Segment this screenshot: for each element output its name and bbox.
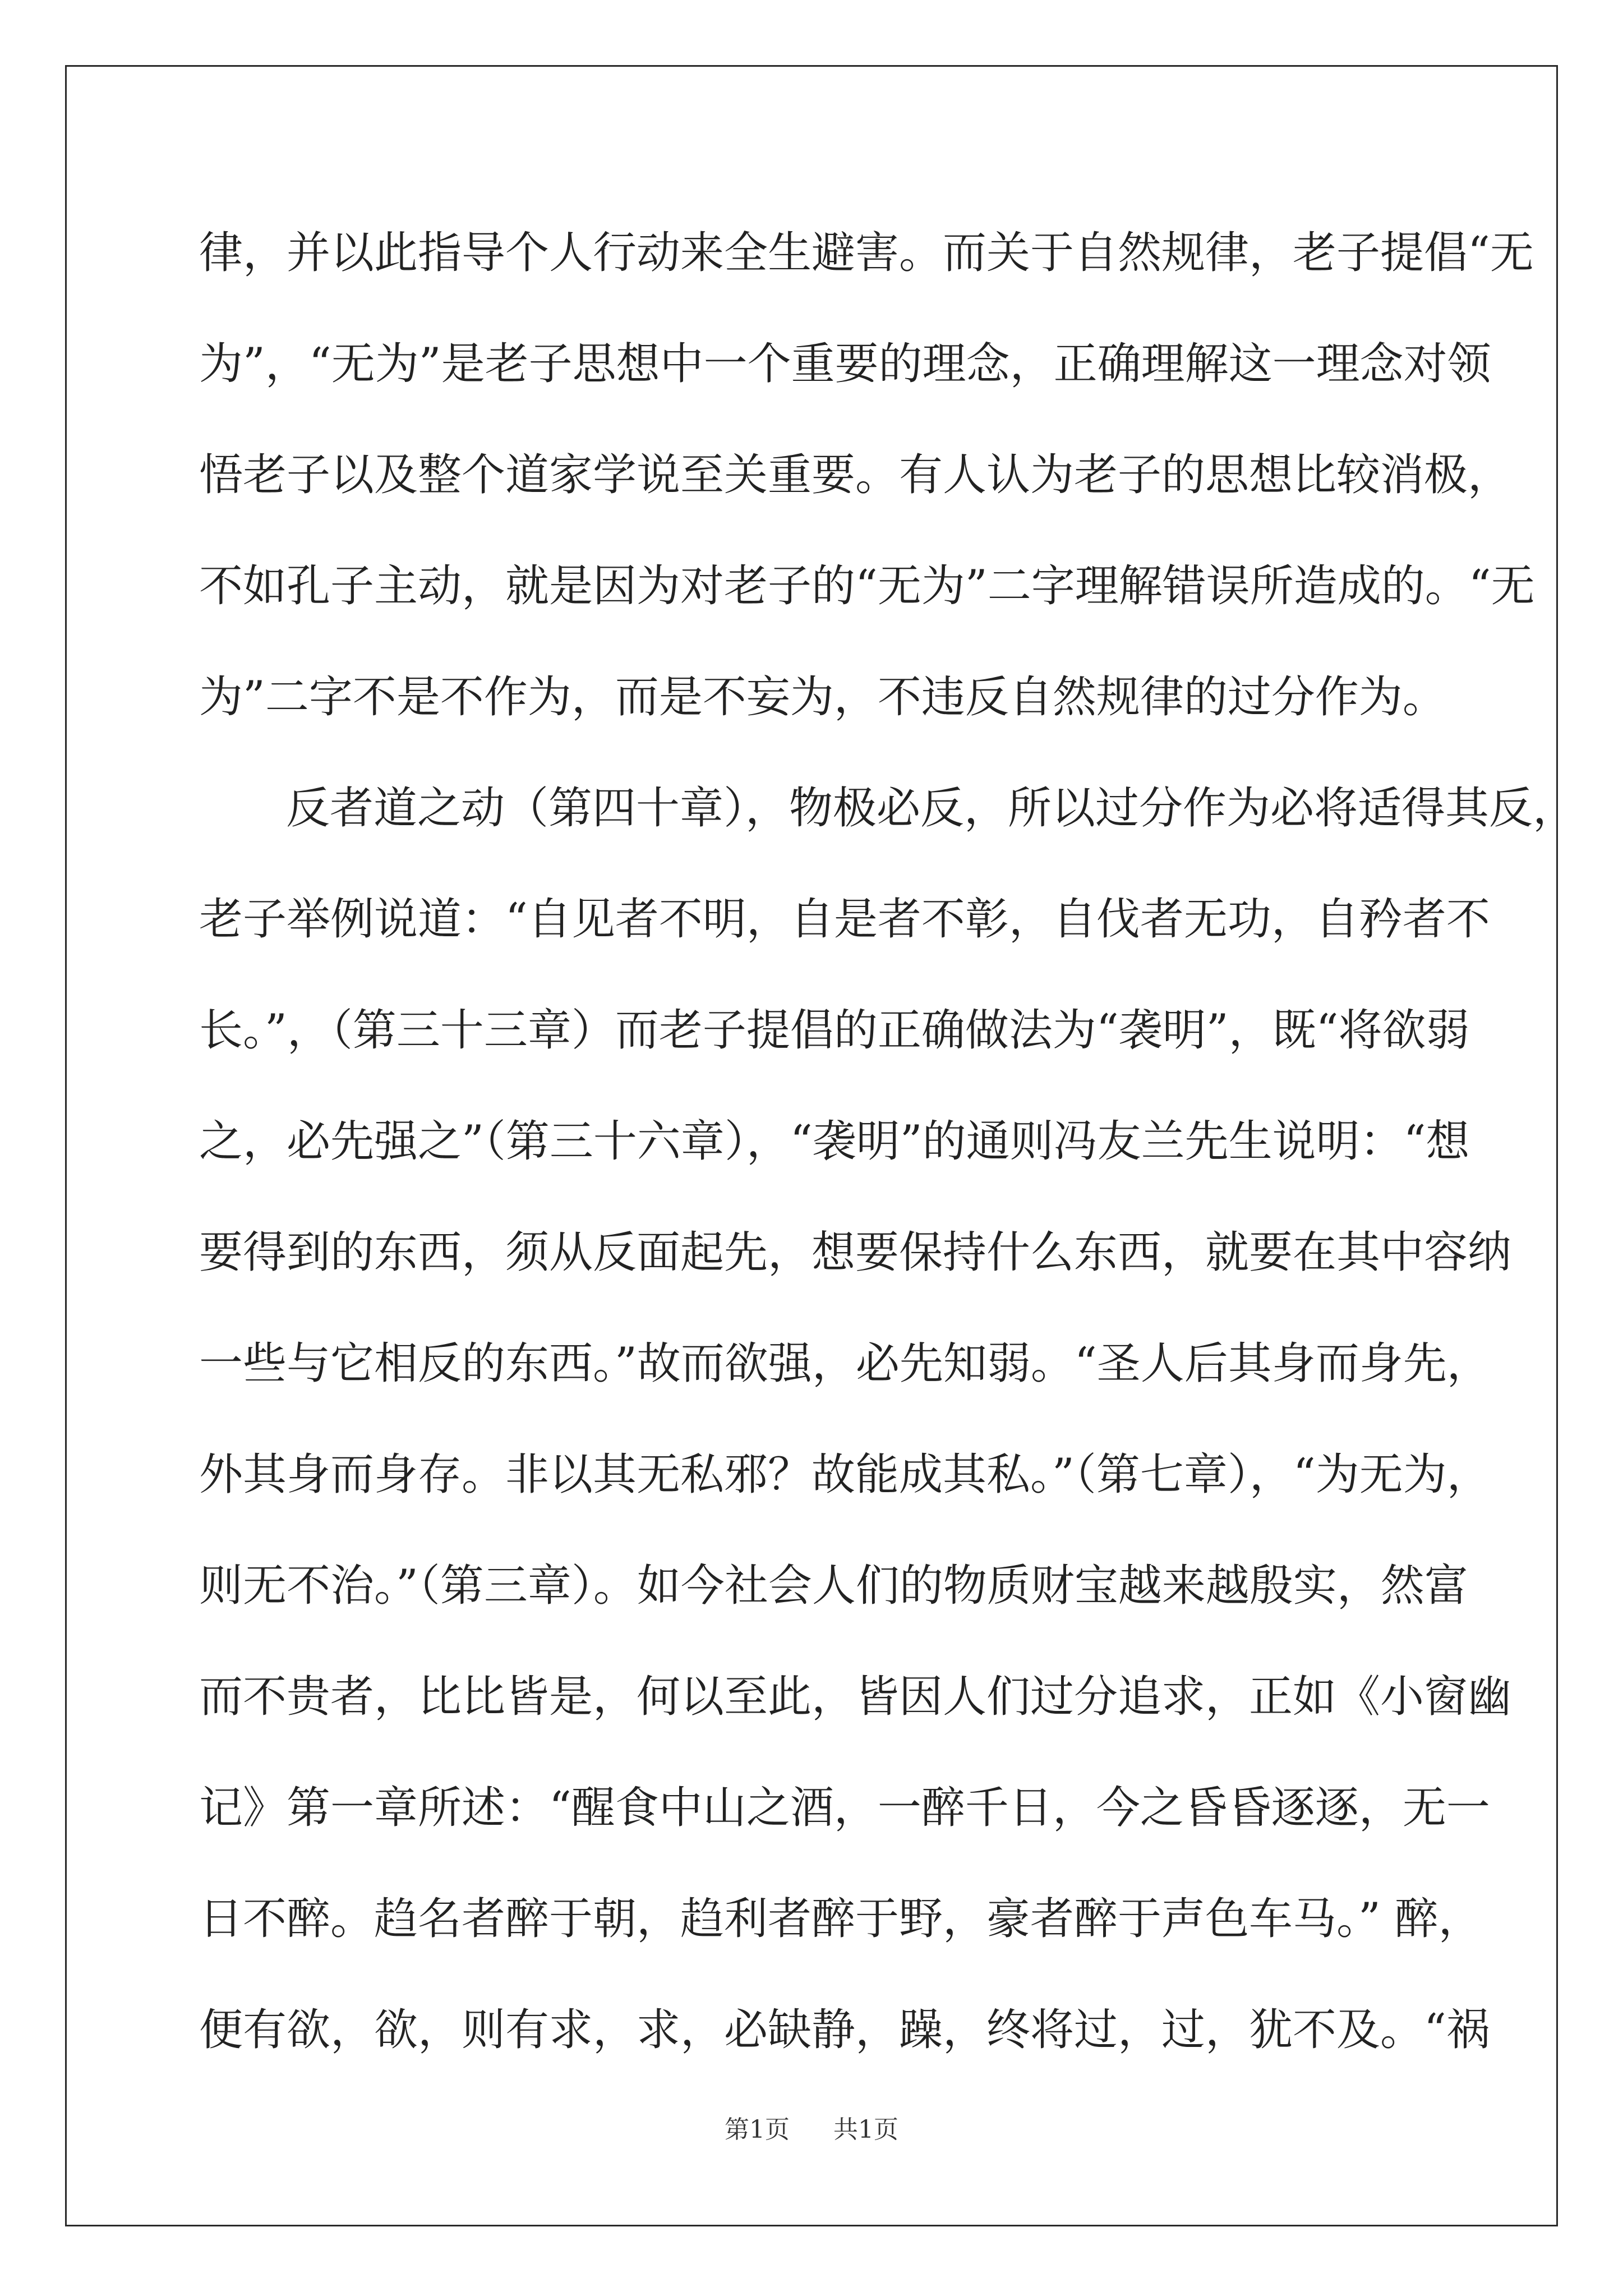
document-body — [199, 219, 1577, 2108]
page-footer — [0, 2109, 1623, 2145]
text-line: 为”二字不是不作为，而是不妄为，不违反自然规律的过分作为。 — [199, 672, 1446, 723]
text-line: 律，并以此指导个人行动来全生避害。而关于自然规律，老子提倡“无 — [199, 228, 1534, 278]
text-line: 不如孔子主动，就是因为对老子的“无为”二字理解错误所造成的。“无 — [199, 561, 1535, 611]
text-line: 外其身而身存。非以其无私邪？故能成其私。”（第七章），“为无为， — [199, 1450, 1491, 1500]
text-line: 长。”，（第三十三章）而老子提倡的正确做法为“袭明”，既“将欲弱 — [199, 1005, 1470, 1056]
text-line: 为”，“无为”是老子思想中一个重要的理念，正确理解这一理念对领 — [199, 339, 1491, 389]
text-line: 悟老子以及整个道家学说至关重要。有人认为老子的思想比较消极， — [199, 450, 1512, 500]
page-total: 共1页 — [833, 2115, 898, 2144]
page-number: 第1页 — [725, 2115, 790, 2144]
text-line: 便有欲，欲，则有求，求，必缺静，躁，终将过，过，犹不及。“祸 — [199, 2005, 1490, 2055]
text-line: 一些与它相反的东西。”故而欲强，必先知弱。“圣人后其身而身先， — [199, 1338, 1491, 1389]
text-line: 之，必先强之”（第三十六章），“袭明”的通则冯友兰先生说明：“想 — [199, 1116, 1470, 1167]
text-line: 记》第一章所述：“醒食中山之酒，一醉千日，今之昏昏逐逐，无一 — [199, 1783, 1490, 1833]
text-line: 日不醉。趋名者醉于朝，趋利者醉于野，豪者醉于声色车马。” 醉， — [199, 1894, 1482, 1944]
text-line: 反者道之动（第四十章），物极必反，所以过分作为必将适得其反， — [286, 783, 1577, 834]
text-line: 老子举例说道：“自见者不明，自是者不彰，自伐者无功，自矜者不 — [199, 894, 1490, 945]
text-line: 则无不治。”（第三章）。如今社会人们的物质财宝越来越殷实，然富 — [199, 1561, 1468, 1611]
text-line: 要得到的东西，须从反面起先，想要保持什么东西，就要在其中容纳 — [199, 1227, 1512, 1278]
text-line: 而不贵者，比比皆是，何以至此，皆因人们过分追求，正如《小窗幽 — [199, 1672, 1512, 1722]
